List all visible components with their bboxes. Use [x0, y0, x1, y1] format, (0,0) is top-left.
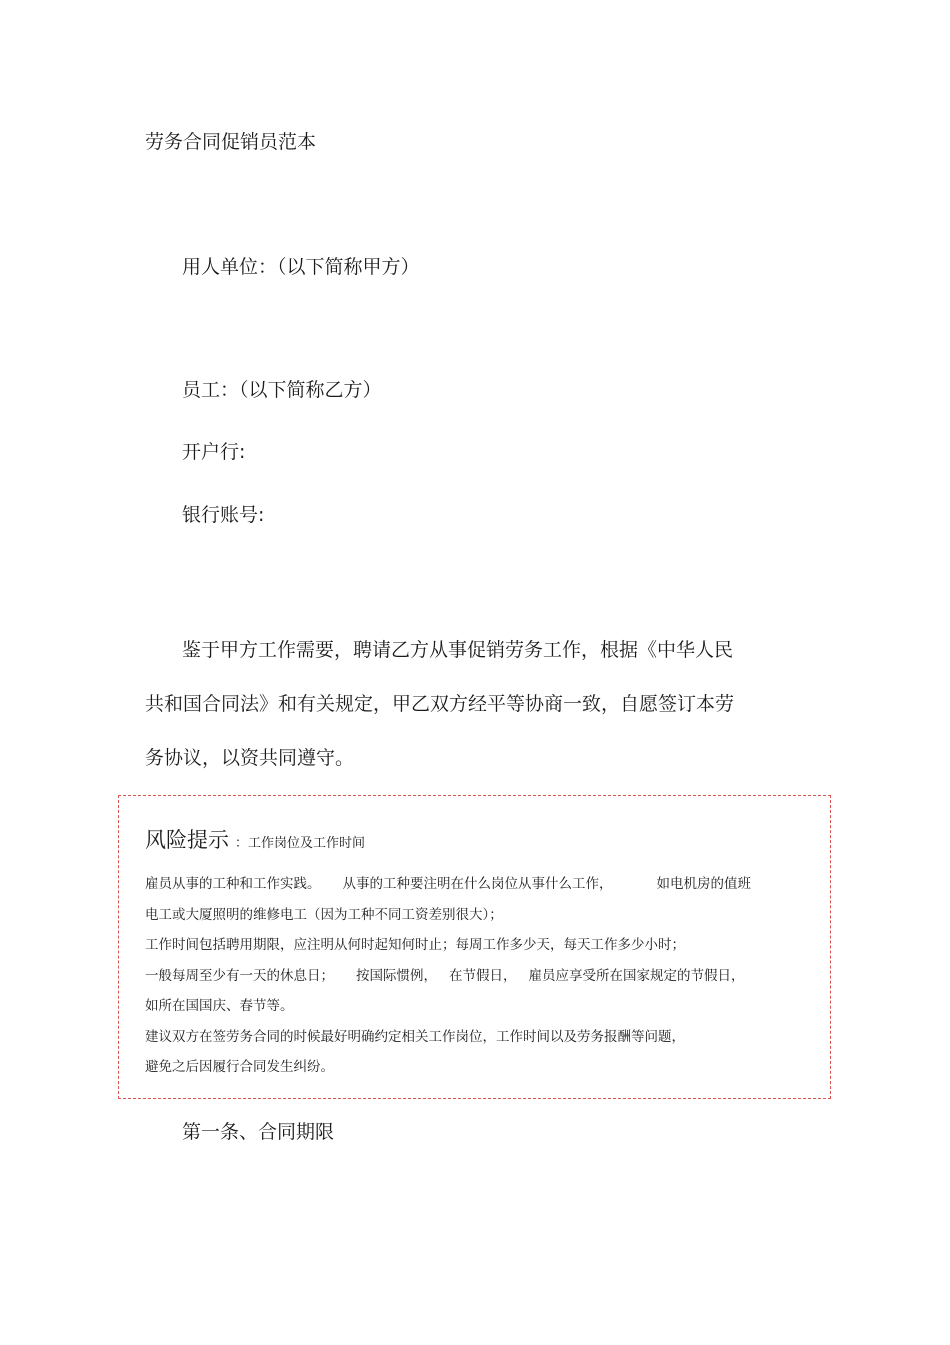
risk-text: 从事的工种要注明在什么岗位从事什么工作，: [342, 876, 613, 892]
risk-text: 如电机房的值班: [656, 876, 751, 892]
risk-line: [145, 869, 751, 900]
risk-text: 雇员应享受所在国家规定的节假日，: [528, 967, 745, 984]
risk-line: 电工或大厦照明的维修电工（因为工种不同工资差别很大）；: [145, 906, 503, 923]
intro-line: 务协议，以资共同遵守。: [145, 747, 355, 769]
risk-notice-box: [118, 795, 831, 1099]
risk-line: 工作时间包括聘用期限，应注明从何时起知何时止；每周工作多少天，每天工作多少小时；: [145, 937, 685, 953]
risk-line: [145, 961, 751, 992]
risk-notice-body: [145, 869, 751, 1083]
risk-text: 在节假日，: [449, 967, 517, 984]
employee-line: 员工：（以下简称乙方）: [182, 379, 382, 401]
bank-account-line: 银行账号:: [182, 504, 265, 526]
risk-notice-title: 风险提示: [145, 828, 229, 852]
risk-text: 雇员从事的工种和工作实践。: [145, 876, 321, 892]
article-heading: 第一条、合同期限: [182, 1121, 335, 1143]
risk-line: 建议双方在签劳务合同的时候最好明确约定相关工作岗位，工作时间以及劳务报酬等问题，: [145, 1028, 685, 1045]
bank-line: 开户行:: [182, 441, 246, 463]
risk-notice-header: [145, 824, 365, 854]
risk-line: 避免之后因履行合同发生纠纷。: [145, 1059, 334, 1075]
intro-line: 共和国合同法》和有关规定，甲乙双方经平等协商一致，自愿签订本劳: [145, 693, 735, 715]
risk-line: 如所在国国庆、春节等。: [145, 998, 294, 1014]
risk-text: 一般每周至少有一天的休息日；: [145, 967, 334, 984]
intro-paragraph: [145, 623, 785, 785]
employer-line: 用人单位：（以下简称甲方）: [182, 256, 420, 278]
intro-line: 鉴于甲方工作需要，聘请乙方从事促销劳务工作，根据《中华人民: [182, 639, 734, 661]
risk-text: 按国际惯例，: [356, 967, 437, 984]
document-title: 劳务合同促销员范本: [145, 131, 317, 153]
risk-notice-subtitle: ：工作岗位及工作时间: [235, 836, 366, 851]
